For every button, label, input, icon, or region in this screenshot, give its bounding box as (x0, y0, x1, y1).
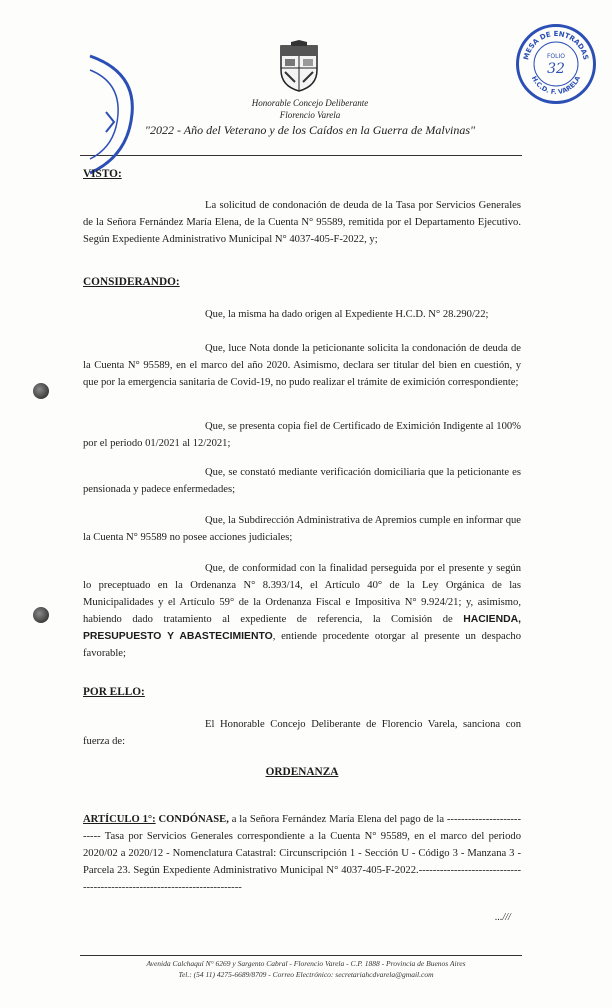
article-text-2: Tasa por Servicios Generales correspondiente a la Cuenta N° 95589, en el marco del periodo 2020/02 a 2020/12 - Nomenclatura Catastral: Circunscripción 1 - Sección U - Código 3 - Manzana 3 - Parcela 23. Según Expediente Administrativo Municipal N° 4037-405-F-2022. (83, 831, 521, 876)
article-verb: CONDÓNASE, (158, 814, 229, 825)
partial-seal-stamp (70, 52, 140, 177)
punch-hole (33, 383, 49, 399)
considerando-heading: CONSIDERANDO: (83, 276, 180, 288)
institution-name: Honorable Concejo Deliberante (251, 98, 369, 108)
stamp-folio-label: FOLIO (546, 53, 566, 60)
visto-text: La solicitud de condonación de deuda de la Tasa por Servicios Generales de la Señora Fernández María Elena, de la Cuenta N° 95589, remitida por el Departamento Ejecutivo. Según Expediente Administrativo Municipal N° 4037-405-F-2022, y; (83, 200, 521, 245)
year-motto: "2022 - Año del Veterano y de los Caídos en la Guerra de Malvinas" (144, 123, 476, 137)
footer-divider (80, 955, 522, 956)
article-label: ARTÍCULO 1°: (83, 814, 156, 825)
considerando-final-end: , entiende procedente otorgar al presente un despacho favorable; (83, 631, 521, 659)
reception-stamp (516, 24, 596, 104)
footer-contact: Tel.: (54 11) 4275-6689/8709 - Correo Electrónico: secretariahcdvarela@gmail.com (178, 970, 434, 979)
commission-name: HACIENDA, PRESUPUESTO Y ABASTECIMIENTO (83, 614, 521, 642)
svg-text:H.C.D. F. VARELA (530, 75, 582, 96)
article-dashes-2: -------------------------------------------------------------------------- (83, 865, 521, 893)
stamp-title: MESA DE ENTRADAS (522, 29, 590, 61)
city-name: Florencio Varela (279, 110, 341, 120)
article-text-1: a la Señora Fernández María Elena del pago de la (228, 814, 445, 825)
city-crest-logo (277, 40, 321, 92)
stamp-org: H.C.D. F. VARELA (529, 74, 583, 97)
considerando-final-paragraph (83, 560, 521, 662)
punch-hole (33, 607, 49, 623)
considerando-paragraph: Que, luce Nota donde la peticionante solicita la condonación de deuda de la Cuenta N° 95589, en el marco del año 2020. Asimismo, declara ser titular del bien en cuestión, y que por la emergencia sanitaria de Covid-19, no pudo realizar el trámite de eximición correspondiente; (83, 343, 521, 388)
considerando-final-start: Que, de conformidad con la finalidad perseguida por el presente y según lo preceptuado en la Ordenanza N° 8.393/14, el Artículo 40° de la Ley Orgánica de las Municipalidades y el Artículo 59° de la Ordenanza Fiscal e Impositiva N° 9.924/21; y, asimismo, habiendo dado tratamiento al expediente de referencia, la Comisión de (83, 563, 521, 625)
considerando-paragraph: Que, la misma ha dado origen al Expediente H.C.D. N° 28.290/22; (205, 309, 489, 320)
por-ello-text: El Honorable Concejo Deliberante de Florencio Varela, sanciona con fuerza de: (83, 719, 521, 747)
considerando-paragraph: Que, se presenta copia fiel de Certificado de Eximición Indigente al 100% por el periodo 01/2021 al 12/2021; (83, 421, 521, 449)
considerando-paragraph: Que, se constató mediante verificación domiciliaria que la peticionante es pensionada y padece enfermedades; (83, 467, 521, 495)
considerando-paragraph: Que, la Subdirección Administrativa de Apremios cumple en informar que la Cuenta N° 95589 no posee acciones judiciales; (83, 515, 521, 543)
por-ello-heading: POR ELLO: (83, 686, 145, 698)
article-dashes-1: -------------------------- (83, 814, 521, 842)
visto-heading: VISTO: (83, 168, 122, 180)
header-divider (80, 155, 522, 156)
continuation-mark: .../// (495, 912, 511, 923)
stamp-folio-number: 32 (547, 61, 565, 77)
ordenanza-title: ORDENANZA (265, 766, 339, 778)
footer-address: Avenida Calchaquí N° 6269 y Sargento Cabral - Florencio Varela - C.P. 1888 - Provincia de Buenos Aires (146, 959, 466, 968)
article-1 (83, 811, 521, 896)
